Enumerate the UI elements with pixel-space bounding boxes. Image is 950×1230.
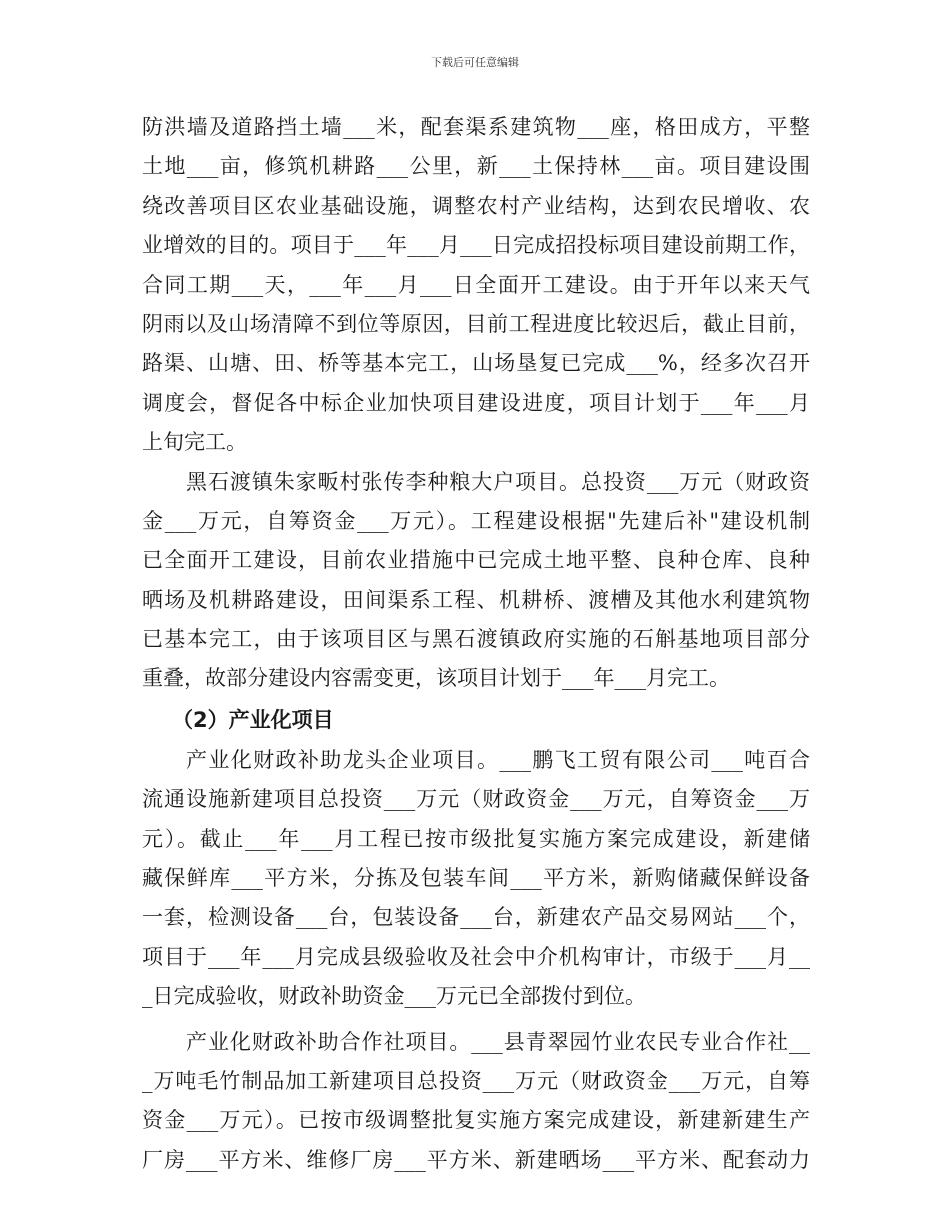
text-line: 一套，检测设备___台，包装设备___台，新建农产品交易网站___个， bbox=[142, 905, 810, 930]
paragraph bbox=[142, 741, 810, 1017]
text-line: 上旬完工。 bbox=[142, 430, 247, 455]
text-line: 晒场及机耕路建设，田间渠系工程、机耕桥、渡槽及其他水利建筑物 bbox=[142, 587, 810, 612]
text-line: 元）。截止___年___月工程已按市级批复实施方案完成建设，新建储 bbox=[142, 826, 810, 851]
text-line: 合同工期___天，___年___月___日全面开工建设。由于开年以来天气 bbox=[142, 272, 810, 297]
text-line: 阴雨以及山场清障不到位等原因，目前工程进度比较迟后，截止目前， bbox=[142, 311, 810, 336]
text-line: 路渠、山塘、田、桥等基本完工，山场垦复已完成___%，经多次召开 bbox=[142, 351, 810, 376]
paragraph bbox=[142, 463, 810, 699]
text-line: 已基本完工，由于该项目区与黑石渡镇政府实施的石斛基地项目部分 bbox=[142, 627, 810, 652]
text-line: 资金___万元）。已按市级调整批复实施方案完成建设，新建新建生产 bbox=[142, 1108, 810, 1133]
text-line: 已全面开工建设，目前农业措施中已完成土地平整、良种仓库、良种 bbox=[142, 548, 810, 573]
paragraph bbox=[142, 108, 810, 463]
text-line: 调度会，督促各中标企业加快项目建设进度，项目计划于___年___月 bbox=[142, 390, 810, 415]
text-line: 绕改善项目区农业基础设施，调整农村产业结构，达到农民增收、农 bbox=[142, 193, 810, 218]
text-line: 流通设施新建项目总投资___万元（财政资金___万元，自筹资金___万 bbox=[142, 787, 810, 812]
text-line: 产业化财政补助龙头企业项目。___鹏飞工贸有限公司___吨百合 bbox=[186, 747, 810, 772]
text-line: _日完成验收，财政补助资金___万元已全部拨付到位。 bbox=[142, 984, 646, 1009]
text-line: 厂房___平方米、维修厂房___平方米、新建晒场___平方米、配套动力 bbox=[142, 1147, 810, 1172]
text-line: _万吨毛竹制品加工新建项目总投资___万元（财政资金___万元，自筹 bbox=[142, 1068, 810, 1093]
text-line: 产业化财政补助合作社项目。___县青翠园竹业农民专业合作社__ bbox=[186, 1029, 810, 1054]
text-line: 防洪墙及道路挡土墙___米，配套渠系建筑物___座，格田成方，平整 bbox=[142, 115, 810, 139]
text-line: 藏保鲜库___平方米，分拣及包装车间___平方米，新购储藏保鲜设备 bbox=[142, 866, 810, 891]
text-line: 业增效的目的。项目于___年___月___日完成招投标项目建设前期工作， bbox=[142, 233, 810, 258]
document-body bbox=[142, 108, 810, 1180]
text-line: 土地___亩，修筑机耕路___公里，新___土保持林___亩。项目建设围 bbox=[142, 154, 810, 179]
text-line: 重叠，故部分建设内容需变更，该项目计划于___年___月完工。 bbox=[142, 666, 730, 691]
text-line: 项目于___年___月完成县级验收及社会中介机构审计，市级于___月__ bbox=[142, 944, 810, 969]
text-line: 黑石渡镇朱家畈村张传李种粮大户项目。总投资___万元（财政资 bbox=[186, 469, 810, 494]
text-line: 金___万元，自筹资金___万元）。工程建设根据"先建后补"建设机制 bbox=[142, 508, 810, 533]
paragraph bbox=[142, 1023, 810, 1181]
page-header: 下载后可任意编辑 bbox=[431, 56, 519, 69]
section-heading: （2）产业化项目 bbox=[172, 707, 334, 732]
